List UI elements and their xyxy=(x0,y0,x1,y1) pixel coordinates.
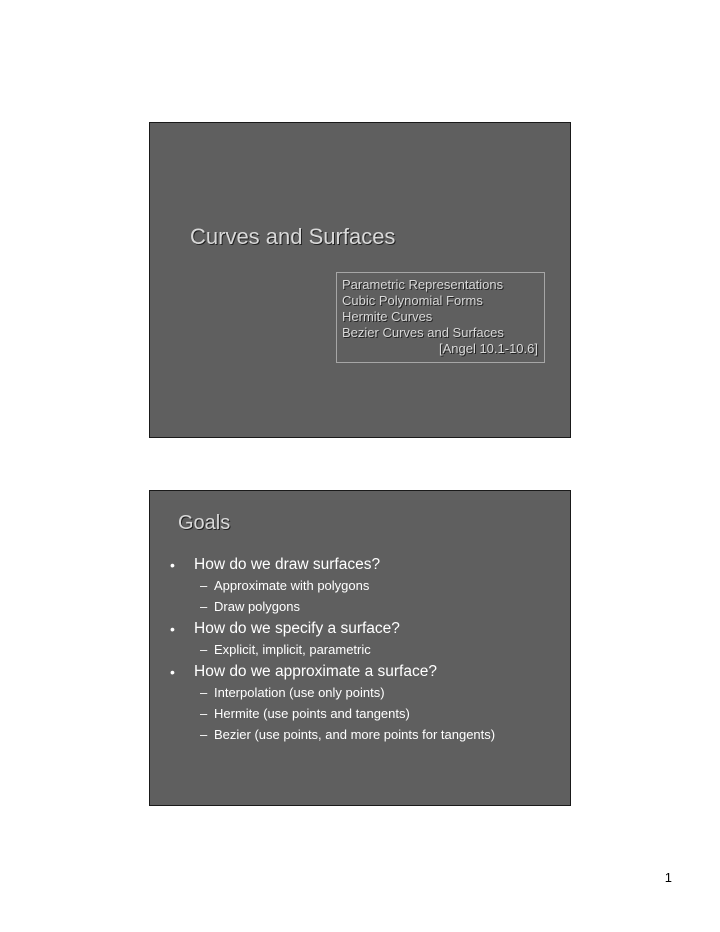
sub-bullet-text: Bezier (use points, and more points for tangents) xyxy=(214,727,496,742)
bullet-item: • How do we draw surfaces? xyxy=(170,555,560,575)
slide-title: Goals xyxy=(178,512,231,534)
bullet-item: • How do we approximate a surface? xyxy=(170,662,560,682)
topic-item: Parametric Representations xyxy=(342,277,504,292)
sub-bullet-item xyxy=(170,639,560,660)
bullet-item: • How do we specify a surface? xyxy=(170,619,560,639)
page-number: 1 xyxy=(664,870,672,885)
sub-bullet-item xyxy=(170,596,560,617)
sub-bullet-text: Explicit, implicit, parametric xyxy=(214,642,371,657)
sub-bullet-text: Hermite (use points and tangents) xyxy=(214,706,410,721)
slide-1 xyxy=(149,122,571,438)
sub-bullet-text: Interpolation (use only points) xyxy=(214,685,385,700)
sub-bullet-text: Approximate with polygons xyxy=(214,578,370,593)
topic-item: Cubic Polynomial Forms xyxy=(342,293,483,308)
reference-text: [Angel 10.1-10.6] xyxy=(438,341,538,356)
slide-2 xyxy=(149,490,571,806)
sub-bullet-item xyxy=(170,682,560,703)
sub-bullet-text: Draw polygons xyxy=(214,599,300,614)
slide-title: Curves and Surfaces xyxy=(190,224,396,249)
sub-bullet-item xyxy=(170,703,560,724)
topic-item: Hermite Curves xyxy=(342,309,433,324)
bullet-list xyxy=(170,553,560,745)
sub-bullet-item xyxy=(170,724,560,745)
topic-item: Bezier Curves and Surfaces xyxy=(342,325,504,340)
topics-box xyxy=(336,272,545,363)
sub-bullet-item xyxy=(170,575,560,596)
